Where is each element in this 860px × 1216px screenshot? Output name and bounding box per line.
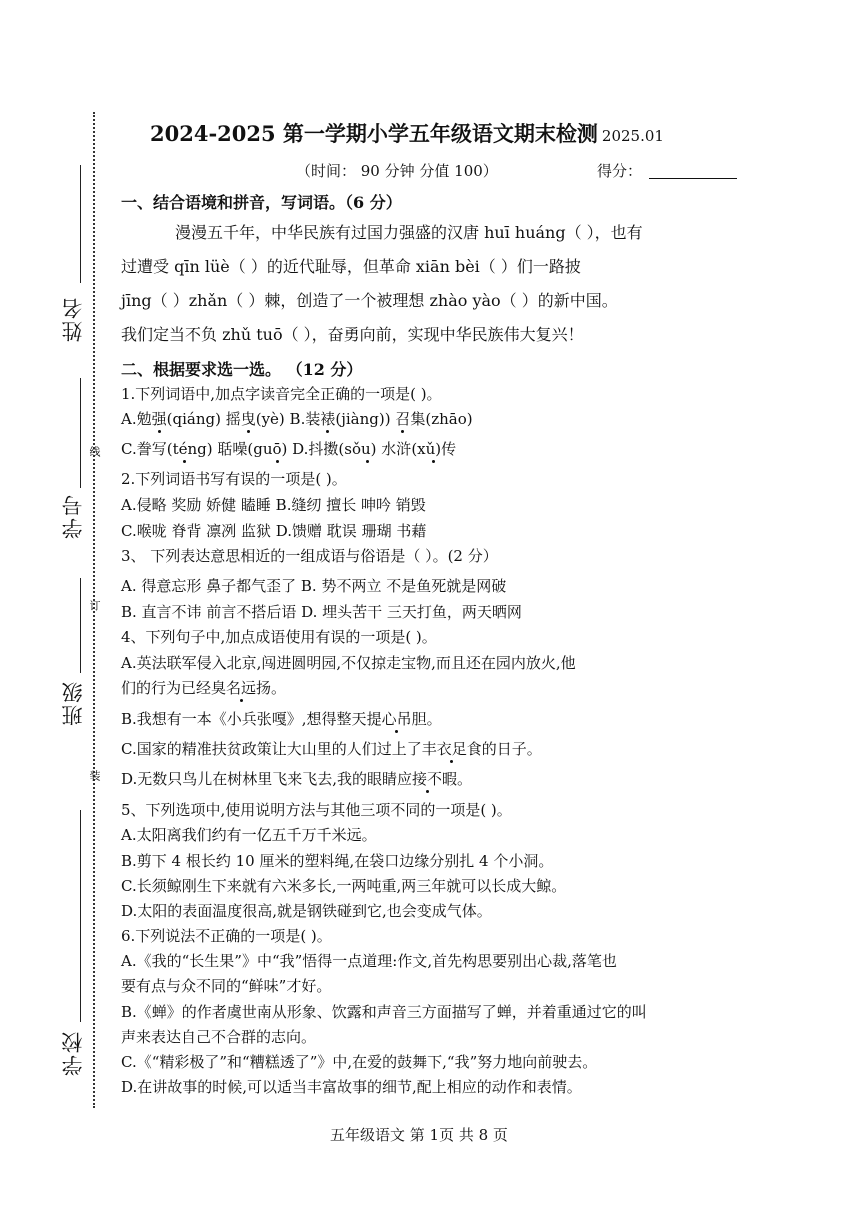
section1-line: 我们定当不负 zhǔ tuō（ ），奋勇向前，实现中华民族伟大复兴！ [121, 325, 584, 344]
q3-options-cd: B. 直言不讳 前言不搭后语 D. 埋头苦干 三天打鱼，两天晒网 [121, 603, 522, 621]
label-student-id: 学号 [61, 493, 85, 539]
score-label: 得分： [597, 162, 643, 180]
q4-option-a-cont: 们的行为已经臭名远扬。 [121, 679, 287, 697]
q2-options-cd: C.喉咙 脊背 凛冽 监狱 D.馈赠 耽误 珊瑚 书藉 [121, 522, 427, 540]
exam-date: 2025.01 [601, 127, 664, 145]
binding-mark-ding: 订 [88, 600, 101, 611]
q6-stem: 6.下列说法不正确的一项是( )。 [121, 927, 332, 945]
name-blank-line [80, 165, 81, 283]
q5-option-c: C.长须鲸刚生下来就有六米多长,一两吨重,两三年就可以长成大鲸。 [121, 877, 567, 895]
q4-option-a: A.英法联军侵入北京,闯进圆明园,不仅掠走宝物,而且还在园内放火,他 [121, 654, 576, 672]
q6-option-a-cont: 要有点与众不同的“鲜味”才好。 [121, 977, 332, 995]
q6-option-c: C.《“精彩极了”和“糟糕透了”》中,在爱的鼓舞下,“我”努力地向前驶去。 [121, 1053, 598, 1071]
q1-stem: 1.下列词语中,加点字读音完全正确的一项是( )。 [121, 385, 442, 403]
label-name: 姓名 [61, 296, 85, 342]
label-school: 学校 [61, 1030, 85, 1076]
q1-options-ab: A.勉强(qiáng) 摇曳(yè) B.装裱(jiàng)) 召集(zhāo) [121, 410, 473, 428]
exam-time-score: （时间： 90 分钟 分值 100） [296, 162, 498, 180]
q6-option-b-cont: 声来表达自己不合群的志向。 [121, 1028, 317, 1046]
q5-option-b: B.剪下 4 根长约 10 厘米的塑料绳,在袋口边缘分别扎 4 个小洞。 [121, 852, 554, 870]
q6-option-b: B.《蝉》的作者虞世南从形象、饮露和声音三方面描写了蝉，并着重通过它的叫 [121, 1003, 647, 1021]
q4-stem: 4、下列句子中,加点成语使用有误的一项是( )。 [121, 628, 437, 646]
class-blank-line [80, 578, 81, 673]
label-class: 班级 [61, 680, 85, 726]
q4-option-d: D.无数只鸟儿在树林里飞来飞去,我的眼睛应接不暇。 [121, 770, 473, 788]
q5-option-d: D.太阳的表面温度很高,就是钢铁碰到它,也会变成气体。 [121, 902, 492, 920]
q4-option-b: B.我想有一本《小兵张嘎》,想得整天提心吊胆。 [121, 710, 442, 728]
q3-stem: 3、 下列表达意思相近的一组成语与俗语是（ ）。(2 分） [121, 547, 498, 565]
id-blank-line [80, 378, 81, 488]
section2-heading: 二、根据要求选一选。 （12 分） [121, 360, 363, 379]
section1-line: 过遭受 qīn lüè（ ）的近代耻辱，但革命 xiān bèi（ ）们一路披 [121, 257, 581, 276]
score-blank[interactable] [649, 178, 737, 179]
exam-title: 2024-2025 第一学期小学五年级语文期末检测 2025.01 [150, 121, 664, 146]
q5-stem: 5、下列选项中,使用说明方法与其他三项不同的一项是( )。 [121, 801, 512, 819]
q3-options-ab: A. 得意忘形 鼻子都气歪了 B. 势不两立 不是鱼死就是网破 [121, 577, 507, 595]
q6-option-d: D.在讲故事的时候,可以适当丰富故事的细节,配上相应的动作和表情。 [121, 1078, 582, 1096]
q5-option-a: A.太阳离我们约有一亿五千万千米远。 [121, 826, 377, 844]
page-footer: 五年级语文 第 1页 共 8 页 [330, 1126, 508, 1144]
binding-mark-zhuang: 装 [88, 770, 101, 781]
school-blank-line [80, 810, 81, 1022]
binding-mark-line: 线 [88, 446, 101, 457]
q2-options-ab: A.侵略 奖励 娇健 瞌睡 B.缝纫 擅长 呻吟 销毁 [121, 496, 426, 514]
q1-options-cd: C.誊写(téng) 聒噪(guō) D.抖擞(sǒu) 水浒(xǔ)传 [121, 440, 457, 458]
section1-heading: 一、结合语境和拼音，写词语。（6 分） [121, 193, 402, 212]
section1-line: jīng（ ）zhǎn（ ）棘，创造了一个被理想 zhào yào（ ）的新中国。 [121, 291, 618, 310]
q4-option-c: C.国家的精准扶贫政策让大山里的人们过上了丰衣足食的日子。 [121, 740, 542, 758]
q6-option-a: A.《我的“长生果”》中“我”悟得一点道理:作文,首先构思要别出心裁,落笔也 [121, 952, 617, 970]
section1-line: 漫漫五千年，中华民族有过国力强盛的汉唐 huī huáng（ ），也有 [175, 223, 643, 242]
q2-stem: 2.下列词语书写有误的一项是( )。 [121, 470, 347, 488]
